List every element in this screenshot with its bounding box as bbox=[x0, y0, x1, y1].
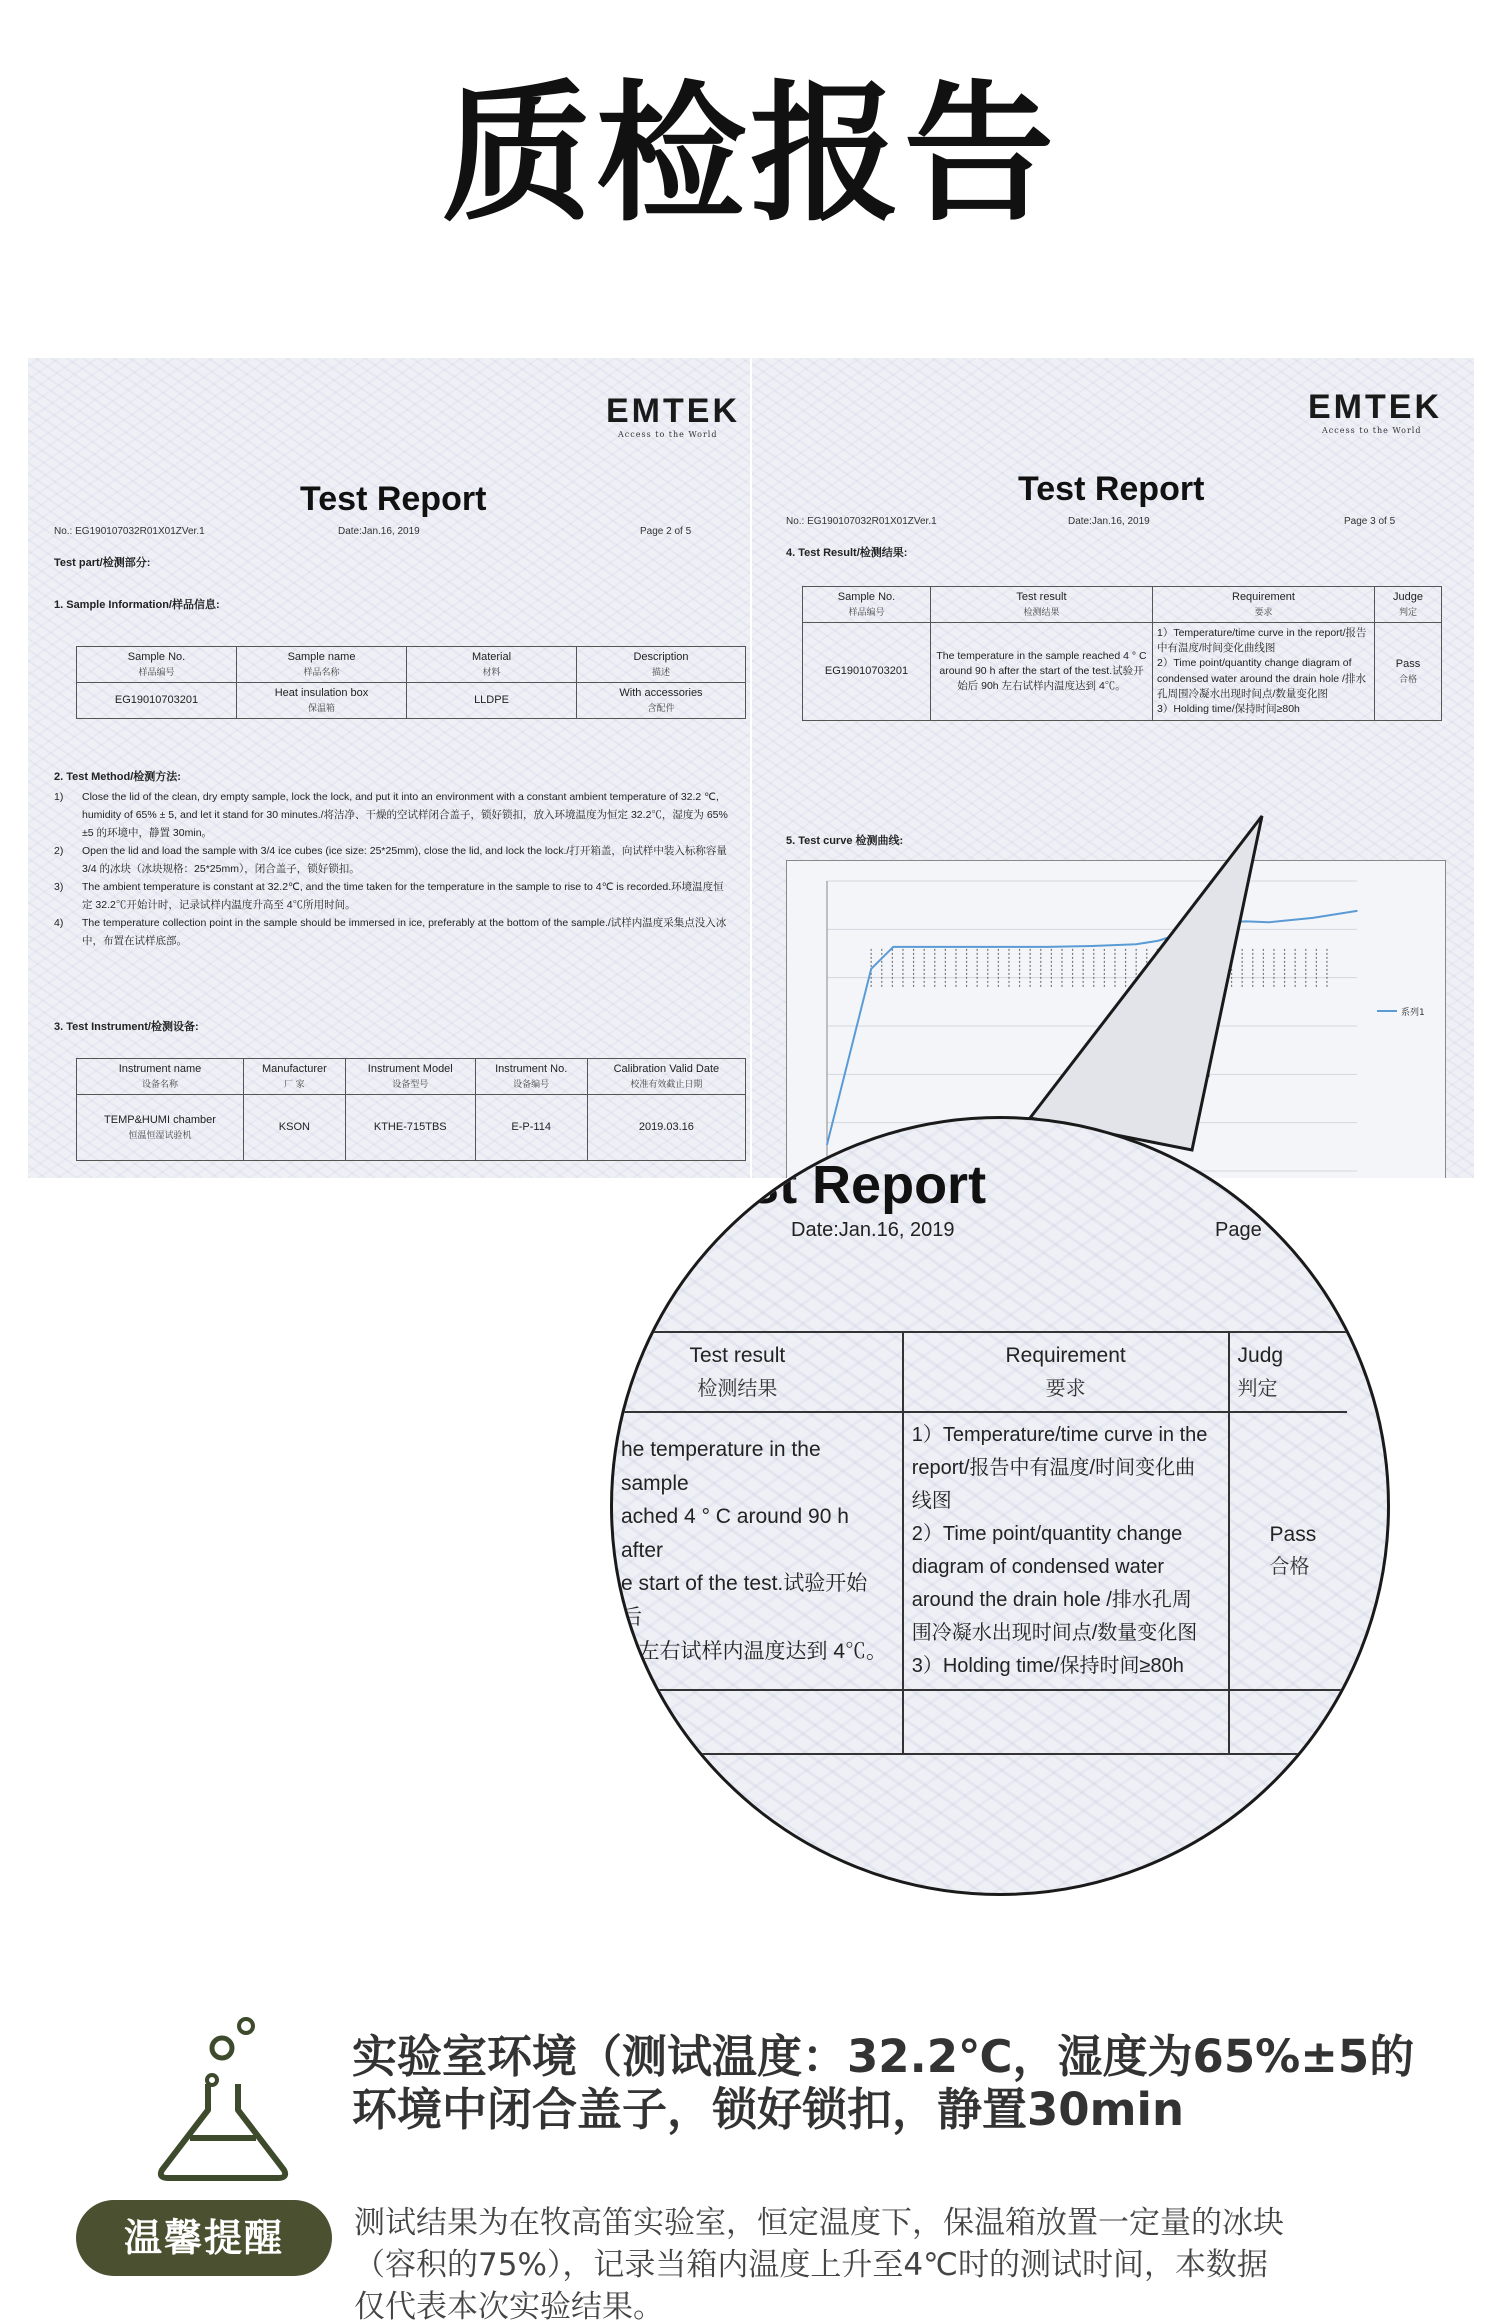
magnified-title: est Report bbox=[719, 1155, 987, 1215]
table-header-cell: Sample No. 样品编号 bbox=[77, 647, 237, 683]
report-date: Date:Jan.16, 2019 bbox=[338, 526, 420, 537]
report-date: Date:Jan.16, 2019 bbox=[1068, 516, 1150, 527]
table-cell: The temperature in the sample reached 4 ° C around 90 h after the start of the test.试验开始后 90h 左右试样内温度达到 4℃。 bbox=[931, 622, 1153, 720]
table-header-cell: Judg 判定 bbox=[1229, 1332, 1347, 1412]
magnifier-pointer-shape bbox=[1030, 816, 1262, 1150]
notice-line: 仅代表本次实验结果。 bbox=[354, 2289, 664, 2322]
brand-logo: EMTEK bbox=[1308, 388, 1442, 426]
table-header-cell: Calibration Valid Date 校准有效截止日期 bbox=[587, 1059, 745, 1095]
table-cell: Pass 合格 bbox=[1375, 622, 1442, 720]
table-cell: he temperature in the sample ached 4 ° C around 90 h after e start of the test.试验开始后 h 左右试样内温度达到 4℃。 bbox=[610, 1412, 903, 1690]
table-cell: KTHE-715TBS bbox=[345, 1094, 475, 1160]
table-cell: EG19010703201 bbox=[803, 622, 931, 720]
table-header-cell: Sample No. 样品编号 bbox=[803, 587, 931, 623]
lab-environment-text bbox=[352, 2030, 1462, 2136]
table-header-row bbox=[610, 1332, 1347, 1412]
table-cell: 1）Temperature/time curve in the report/报告中有温度/时间变化曲 线图 2）Time point/quantity change diagram of condensed water around the drain hole /排水孔周 围冷凝水出现时间点/数量变化图 3）Holding time/保持时间≥80h bbox=[903, 1412, 1229, 1690]
table-cell: 2019.03.16 bbox=[587, 1094, 745, 1160]
table-row bbox=[610, 1412, 1347, 1690]
brand-tagline: Access to the World bbox=[1322, 426, 1422, 435]
bubble-icon bbox=[239, 2019, 253, 2033]
sample-info-heading: 1. Sample Information/样品信息: bbox=[54, 599, 220, 611]
table-cell: Pass 合格 bbox=[1229, 1412, 1347, 1690]
flask-icon bbox=[150, 2010, 320, 2190]
table-cell: E-P-114 bbox=[475, 1094, 587, 1160]
table-cell bbox=[1229, 1690, 1347, 1754]
report-page: Page 3 of 5 bbox=[1344, 516, 1396, 527]
table-header-cell: Instrument Model 设备型号 bbox=[345, 1059, 475, 1095]
report-number: No.: EG190107032R01X01ZVer.1 bbox=[54, 526, 205, 537]
report-title: Test Report bbox=[300, 480, 487, 518]
table-cell bbox=[903, 1690, 1229, 1754]
env-line: 实验室环境（测试温度：32.2℃，湿度为65%±5的 bbox=[352, 2030, 1415, 2083]
report-page: Page 2 of 5 bbox=[640, 526, 692, 537]
test-part-heading: Test part/检测部分: bbox=[54, 557, 151, 569]
table-header-cell: Sample name 样品名称 bbox=[237, 647, 407, 683]
table-cell: LLDPE bbox=[407, 682, 577, 718]
table-header-cell: Description 描述 bbox=[577, 647, 746, 683]
magnified-page: Page bbox=[1215, 1219, 1262, 1241]
table-header-cell: Test result 检测结果 bbox=[610, 1332, 903, 1412]
table-header-cell: Judge 判定 bbox=[1375, 587, 1442, 623]
notice-line: （容积的75%），记录当箱内温度上升至4℃时的测试时间，本数据 bbox=[354, 2247, 1268, 2284]
table-header-cell: Requirement 要求 bbox=[1153, 587, 1375, 623]
page-title: 质检报告 bbox=[441, 68, 1058, 242]
test-method-heading: 2. Test Method/检测方法: bbox=[54, 771, 181, 783]
table-cell bbox=[610, 1690, 903, 1754]
report-number: No.: EG190107032R01X01ZVer.1 bbox=[786, 516, 937, 527]
table-row bbox=[610, 1690, 1347, 1754]
table-cell: 1）Temperature/time curve in the report/报告中有温度/时间变化曲线图 2）Time point/quantity change diagram of condensed water around the drain hole /排水孔周围冷凝水出现时间点/数量变化图 3）Holding time/保持时间≥80h bbox=[1153, 622, 1375, 720]
flask-body bbox=[161, 2084, 285, 2178]
table-cell: EG19010703201 bbox=[77, 682, 237, 718]
table-header-cell: Test result 检测结果 bbox=[931, 587, 1153, 623]
table-cell: KSON bbox=[243, 1094, 345, 1160]
magnified-result-table bbox=[610, 1331, 1347, 1755]
table-header-cell: Material 材料 bbox=[407, 647, 577, 683]
list-item: 1) Close the lid of the clean, dry empty sample, lock the lock, and put it into an environment with a constant ambient temperature of 32.2 ℃, humidity of 65% ± 5, and let it stand for 30 minutes./将洁净、干燥的空试样闭合盖子，锁好锁扣，放入环境温度为恒定 32.2℃，湿度为 65%±5 的环境中，静置 30min。 bbox=[54, 791, 728, 840]
table-cell: Heat insulation box 保温箱 bbox=[237, 682, 407, 718]
table-cell: TEMP&HUMI chamber 恒温恒湿试验机 bbox=[77, 1094, 244, 1160]
report-title: Test Report bbox=[1018, 470, 1205, 508]
bubble-icon bbox=[207, 2075, 217, 2085]
chart-legend-label: 系列1 bbox=[1401, 1008, 1425, 1018]
magnified-date: Date:Jan.16, 2019 bbox=[791, 1219, 955, 1241]
list-item: 3) The ambient temperature is constant at 32.2℃, and the time taken for the temperature in the sample to rise to 4℃ is recorded.环境温度恒定 32.2℃开始计时，记录试样内温度升高至 4℃所用时间。 bbox=[54, 881, 724, 912]
notice-badge: 温馨提醒 bbox=[76, 2200, 332, 2276]
magnifier-circle bbox=[610, 1116, 1390, 1896]
list-item: 4) The temperature collection point in the sample should be immersed in ice, preferably at the bottom of the sample./试样内温度采集点没入冰中，布置在试样底部。 bbox=[54, 917, 727, 948]
list-item: 2) Open the lid and load the sample with 3/4 ice cubes (ice size: 25*25mm), close the lid, and lock the lock./打开箱盖，向试样中装入标称容量 3/4 的冰块（冰块规格：25*25mm），闭合盖子，锁好锁扣。 bbox=[54, 845, 727, 876]
notice-line: 测试结果为在牧高笛实验室，恒定温度下，保温箱放置一定量的冰块 bbox=[354, 2205, 1284, 2241]
table-header-cell: Instrument No. 设备编号 bbox=[475, 1059, 587, 1095]
test-curve-heading: 5. Test curve 检测曲线: bbox=[786, 835, 904, 847]
test-result-heading: 4. Test Result/检测结果: bbox=[786, 547, 908, 559]
test-instrument-heading: 3. Test Instrument/检测设备: bbox=[54, 1021, 199, 1033]
brand-tagline: Access to the World bbox=[618, 430, 718, 439]
bubble-icon bbox=[212, 2038, 232, 2058]
notice-text bbox=[354, 2202, 1414, 2322]
table-header-cell: Manufacturer 厂 家 bbox=[243, 1059, 345, 1095]
table-header-cell: Requirement 要求 bbox=[903, 1332, 1229, 1412]
table-cell: With accessories 含配件 bbox=[577, 682, 746, 718]
env-line: 环境中闭合盖子，锁好锁扣，静置30min bbox=[352, 2083, 1184, 2137]
table-header-cell: Instrument name 设备名称 bbox=[77, 1059, 244, 1095]
brand-logo: EMTEK bbox=[606, 392, 740, 430]
